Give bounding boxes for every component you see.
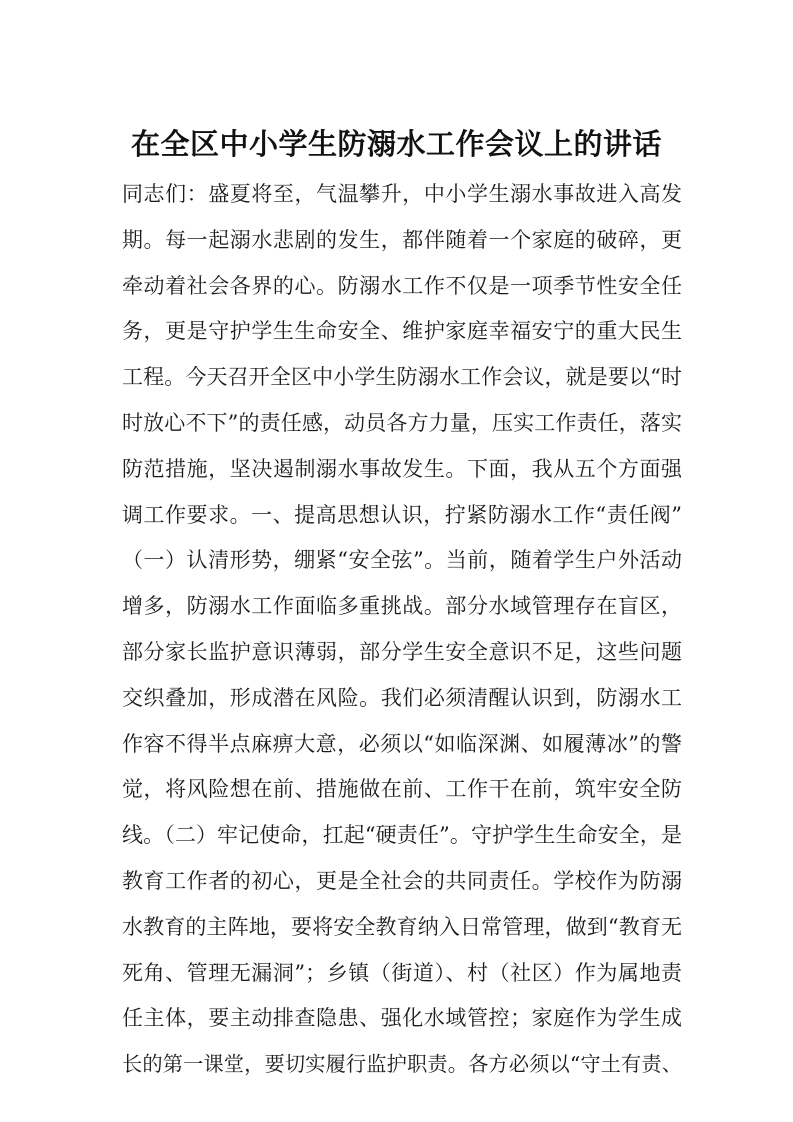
body-line-3: 牵动着社会各界的心。防溺水工作不仅是一项季节性安全任 xyxy=(122,273,682,298)
body-line-2: 期。每一起溺水悲剧的发生，都伴随着一个家庭的破碎，更 xyxy=(122,227,682,252)
body-line-9: （一）认清形势，绷紧“安全弦”。当前，随着学生户外活动 xyxy=(122,548,682,573)
body-line-20: 长的第一课堂，要切实履行监护职责。各方必须以“守土有责、 xyxy=(122,1052,682,1077)
body-line-8: 调工作要求。一、提高思想认识，拧紧防溺水工作“责任阀” xyxy=(122,502,682,527)
document-title: 在全区中小学生防溺水工作会议上的讲话 xyxy=(130,127,662,161)
body-line-13: 作容不得半点麻痹大意，必须以“如临深渊、如履薄冰”的警 xyxy=(122,731,682,756)
body-line-16: 教育工作者的初心，更是全社会的共同责任。学校作为防溺 xyxy=(122,868,682,893)
body-line-11: 部分家长监护意识薄弱，部分学生安全意识不足，这些问题 xyxy=(122,639,682,664)
body-line-1: 同志们：盛夏将至，气温攀升，中小学生溺水事故进入高发 xyxy=(122,182,682,206)
body-line-4: 务，更是守护学生生命安全、维护家庭幸福安宁的重大民生 xyxy=(122,319,682,344)
body-line-10: 增多，防溺水工作面临多重挑战。部分水域管理存在盲区， xyxy=(122,594,682,619)
body-line-7: 防范措施，坚决遏制溺水事故发生。下面，我从五个方面强 xyxy=(122,456,682,481)
body-line-12: 交织叠加，形成潜在风险。我们必须清醒认识到，防溺水工 xyxy=(122,685,682,710)
body-line-14: 觉，将风险想在前、措施做在前、工作干在前，筑牢安全防 xyxy=(122,777,682,802)
body-line-17: 水教育的主阵地，要将安全教育纳入日常管理，做到“教育无 xyxy=(122,914,682,939)
body-line-5: 工程。今天召开全区中小学生防溺水工作会议，就是要以“时 xyxy=(122,365,682,390)
body-line-18: 死角、管理无漏洞”；乡镇（街道）、村（社区）作为属地责 xyxy=(122,960,682,985)
body-line-6: 时放心不下”的责任感，动员各方力量，压实工作责任，落实 xyxy=(122,410,682,435)
body-line-15: 线。（二）牢记使命，扛起“硬责任”。守护学生生命安全，是 xyxy=(122,823,682,848)
document-body xyxy=(122,172,682,1088)
body-line-19: 任主体，要主动排查隐患、强化水域管控；家庭作为学生成 xyxy=(122,1006,682,1031)
